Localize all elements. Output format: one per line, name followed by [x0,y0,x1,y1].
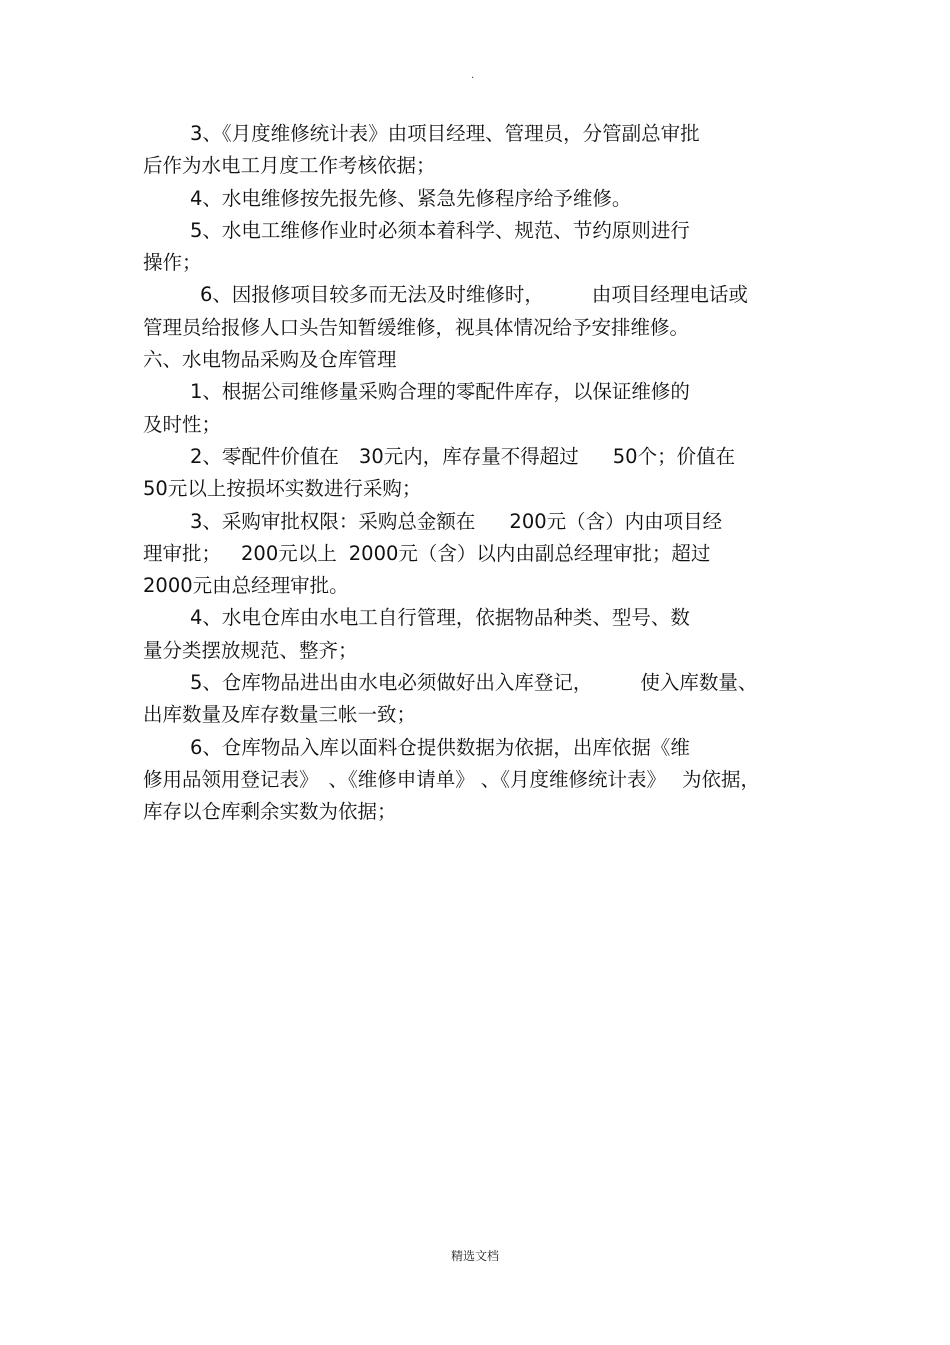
text-line: 50元以上按损坏实数进行采购； [143,477,422,501]
text-line: 后作为水电工月度工作考核依据； [143,154,436,178]
text-line: 量分类摆放规范、整齐； [143,638,358,662]
paragraph-1-inventory [143,376,813,441]
text-line [143,279,813,311]
paragraph-2-value-limit [143,441,813,506]
text-line: 4、水电维修按先报先修、紧急先修程序给予维修。 [190,186,632,210]
text-segment: 、《维修申请单》 [328,767,475,791]
text-segment: 修用品领用登记表》 [143,767,319,791]
text-line [143,506,813,538]
text-line: 5、水电工维修作业时必须本着科学、规范、节约原则进行 [190,218,690,242]
text-segment: 6、因报修项目较多而无法及时维修时， [200,283,544,307]
text-line: 4、水电仓库由水电工自行管理，依据物品种类、型号、数 [190,606,690,630]
text-line: 3、《月度维修统计表》由项目经理、管理员，分管副总审批 [190,122,700,145]
text-line: 库存以仓库剩余实数为依据； [143,800,397,824]
paragraph-4-priority [143,183,813,215]
paragraph-5-registration [143,667,813,732]
text-segment: 200元（含）内由项目经 [509,509,723,533]
text-line: 操作； [143,251,202,275]
text-segment: 理审批； [143,541,222,565]
text-line: 管理员给报修人口头告知暂缓维修，视具体情况给予安排维修。 [143,315,690,339]
text-line: 1、根据公司维修量采购合理的零配件库存，以保证维修的 [190,380,690,404]
text-line: 及时性； [143,412,222,436]
section-heading-six [143,344,813,376]
text-segment: 5、仓库物品进出由水电必须做好出入库登记， [190,671,593,695]
paragraph-3-statistics [143,118,813,183]
text-segment: 2000元（含）以内由副总经理审批；超过 [348,541,711,565]
text-segment: 、《月度维修统计表》 [480,767,667,791]
document-body [143,118,813,829]
paragraph-4-warehouse [143,602,813,667]
text-segment: 由项目经理电话或 [591,283,748,307]
text-segment: 30元内，库存量不得超过 [358,444,579,468]
text-segment: 为依据， [682,767,761,791]
text-segment: 2、零配件价值在 [190,444,339,468]
text-line: 6、仓库物品入库以面料仓提供数据为依据，出库依据《维 [190,735,690,759]
paragraph-5-operation [143,215,813,280]
text-line: 出库数量及库存数量三帐一致； [143,703,417,727]
page-footer: 精选文档 [450,1249,499,1263]
text-line: 2000元由总经理审批。 [143,574,349,598]
section-heading: 六、水电物品采购及仓库管理 [143,348,397,372]
text-segment: 使入库数量、 [640,671,758,695]
text-line [143,667,813,699]
paragraph-6-delay [143,279,813,344]
text-line [143,538,813,570]
paragraph-3-approval [143,506,813,603]
paragraph-6-inbound-outbound [143,732,813,829]
text-line [143,441,813,473]
text-segment: 50个；价值在 [612,444,736,468]
text-segment: 3、采购审批权限：采购总金额在 [190,509,476,533]
header-mark: . [471,70,475,81]
text-segment: 200元以上 [241,541,337,565]
text-line [143,764,813,796]
